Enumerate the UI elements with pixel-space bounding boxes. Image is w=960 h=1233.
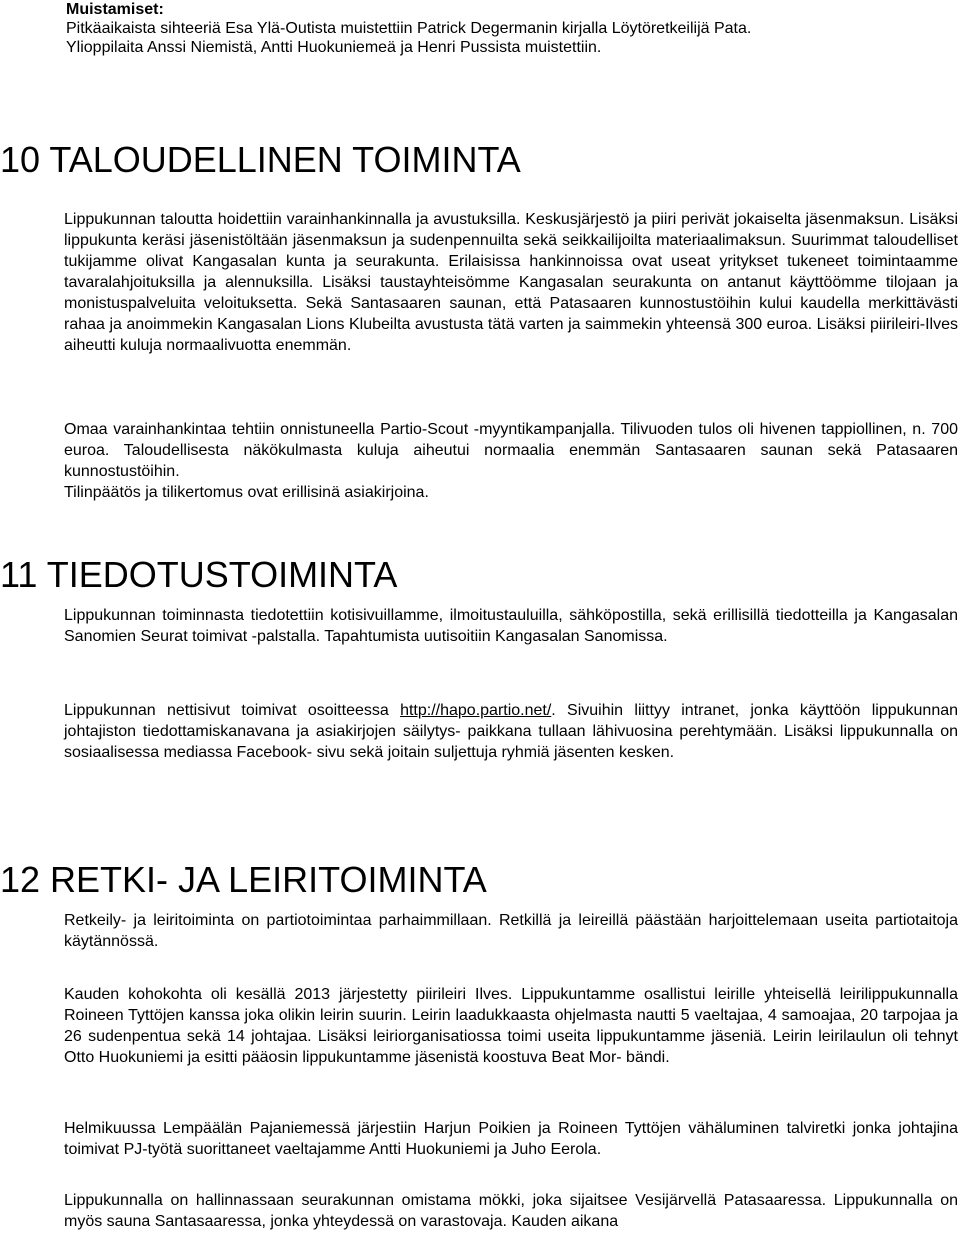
section-10-paragraph-2: Omaa varainhankintaa tehtiin onnistuneella Partio-Scout -myyntikampanjalla. Tilivuoden tulos oli hivenen tappiollinen, n. 700 euroa. Taloudellisesta näkökulmasta kuluja aiheutui normaalia enemmän Santasaaren saunan sekä Patasaaren kunnostustöihin. (64, 421, 958, 480)
section-10-heading: 10 TALOUDELLINEN TOIMINTA (0, 139, 521, 180)
section-10-paragraph-1: Lippukunnan taloutta hoidettiin varainhankinnalla ja avustuksilla. Keskusjärjestö ja piiri perivät jokaiselta jäsenmaksun. Lisäksi lippukunta keräsi jäsenistöltään jäsenmaksun ja sudenpennuilta sekä seikkailijoilta materiaalimaksun. Suurimmat taloudelliset tukijamme olivat Kangasalan kunta ja seurakunta. Erilaisissa hankinnoissa ovat useat yritykset tukeneet toimintaamme tavaralahjoituksilla ja alennuksilla. Lisäksi taustayhteisömme Kangasalan seurakunta on antanut käyttöömme tilojaan ja monistuspalveluita veloituksetta. Sekä Santasaaren saunan, että Patasaaren kunnostustöihin kului kaudella merkittävästi rahaa ja anoimmekin Kangasalan Lions Klubeilta avustusta tätä varten ja saimmekin yhteensä 300 euroa. Lisäksi piirileiri-Ilves aiheutti kuluja normaalivuotta enemmän. (64, 211, 958, 354)
section-11-paragraph-2 (64, 700, 958, 763)
muistamiset-label: Muistamiset: (66, 1, 164, 18)
section-12-paragraph-2: Kauden kohokohta oli kesällä 2013 järjestetty piirileiri Ilves. Lippukuntamme osallistui leirille yhteisellä leirilippukunnalla Roineen Tyttöjen kanssa joka olikin leirin suurin. Leirin laadukkaasta ohjelmasta nautti 5 vaeltajaa, 4 samoajaa, 20 tarpojaa ja 26 sudenpentua sekä 14 johtajaa. Lisäksi leiriorganisatiossa toimi useita lippukuntamme jäseniä. Leirin leirilaulun oli tehnyt Otto Huokuniemi ja esitti pääosin lippukuntamme jäsenistä koostuva Beat Mor- bändi. (64, 986, 958, 1066)
muistamiset-line-1: Pitkäaikaista sihteeriä Esa Ylä-Outista muistettiin Patrick Degermanin kirjalla Löytöretkeilijä Pata. (66, 20, 752, 37)
section-12-paragraph-1: Retkeily- ja leiritoiminta on partiotoimintaa parhaimmillaan. Retkillä ja leireillä päästään harjoittelemaan useita partiotaitoja käytännössä. (64, 912, 958, 950)
muistamiset-line-2: Ylioppilaita Anssi Niemistä, Antti Huokuniemeä ja Henri Pussista muistettiin. (66, 39, 602, 56)
section-11-paragraph-2-text-b: . Sivuihin liittyy intranet, jonka käyttöön lippukunnan johtajiston tiedottamiskanavana ja asiakirjojen säilytys- paikkana tullaan lähivuosina perehtymään. Lisäksi lippukunnalla on sosiaalisessa mediassa Facebook- sivu sekä joitain suljettuja ryhmiä jäsenten kesken. (64, 702, 959, 761)
website-link[interactable]: http://hapo.partio.net/ (400, 702, 552, 719)
section-12-heading: 12 RETKI- JA LEIRITOIMINTA (0, 859, 487, 900)
section-10-paragraph-3: Tilinpäätös ja tilikertomus ovat erillisinä asiakirjoina. (64, 484, 429, 501)
section-11-paragraph-1: Lippukunnan toiminnasta tiedotettiin kotisivuillamme, ilmoitustauluilla, sähköpostilla, sekä erillisillä tiedotteilla ja Kangasalan Sanomien Seurat toimivat -palstalla. Tapahtumista uutisoitiin Kangasalan Sanomissa. (64, 607, 958, 645)
section-12-paragraph-3: Helmikuussa Lempäälän Pajaniemessä järjestiin Harjun Poikien ja Roineen Tyttöjen vähäluminen talviretki jonka johtajina toimivat PJ-työtä suorittaneet vaeltajamme Antti Huokuniemi ja Juho Eerola. (64, 1120, 958, 1158)
muistamiset-block (66, 0, 950, 57)
section-12-paragraph-4: Lippukunnalla on hallinnassaan seurakunnan omistama mökki, joka sijaitsee Vesijärvellä Patasaaressa. Lippukunnalla on myös sauna Santasaaressa, jonka yhteydessä on varastovaja. Kauden aikana (64, 1192, 958, 1230)
section-11-heading: 11 TIEDOTUSTOIMINTA (0, 554, 398, 595)
section-11-paragraph-2-text-a: Lippukunnan nettisivut toimivat osoitteessa (64, 702, 401, 719)
